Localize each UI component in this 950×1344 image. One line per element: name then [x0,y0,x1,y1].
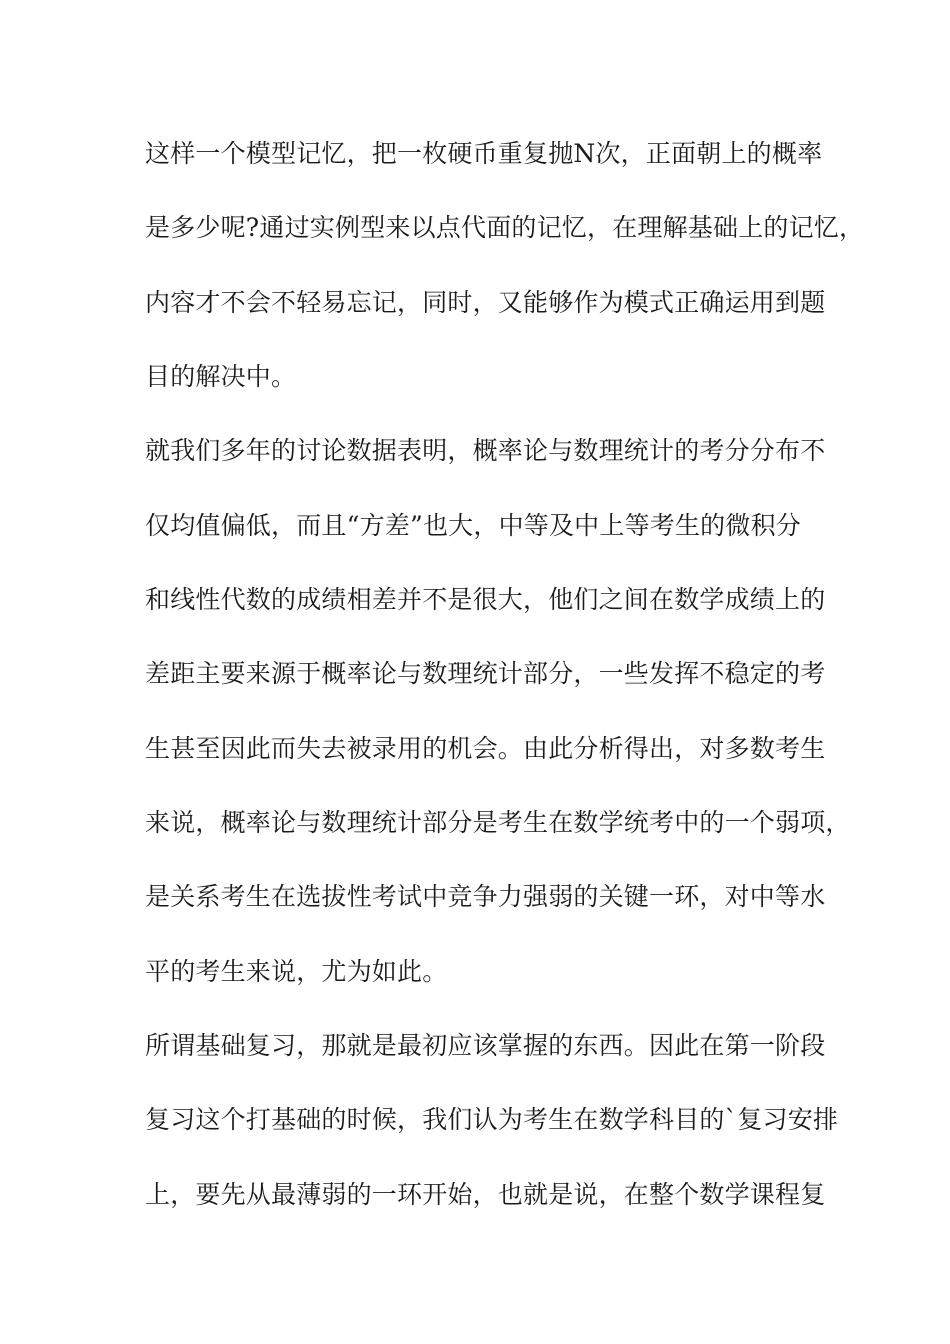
text-line: 这样一个模型记忆，把一枚硬币重复抛N次，正面朝上的概率 [145,139,823,168]
text-line: 和线性代数的成绩相差并不是很大，他们之间在数学成绩上的 [145,585,826,614]
text-line: 差距主要来源于概率论与数理统计部分，一些发挥不稳定的考 [145,659,826,688]
text-line: 就我们多年的讨论数据表明，概率论与数理统计的考分分布不 [145,436,826,465]
text-line: 是多少呢?通过实例型来以点代面的记忆，在理解基础上的记忆， [145,213,865,242]
text-line: 是关系考生在选拔性考试中竞争力强弱的关键一环，对中等水 [145,882,826,911]
text-line: 仅均值偏低，而且“方差”也大，中等及中上等考生的微积分 [145,511,801,540]
text-line: 所谓基础复习，那就是最初应该掌握的东西。因此在第一阶段 [145,1031,826,1060]
text-line: 目的解决中。 [145,362,297,391]
text-line: 平的考生来说，尤为如此。 [145,957,448,986]
text-line: 内容才不会不轻易忘记，同时，又能够作为模式正确运用到题 [145,288,826,317]
text-line: 来说，概率论与数理统计部分是考生在数学统考中的一个弱项， [145,808,851,837]
text-line: 复习这个打基础的时候，我们认为考生在数学科目的`复习安排 [145,1105,839,1134]
text-line: 生甚至因此而失去被录用的机会。由此分析得出，对多数考生 [145,734,826,763]
text-line: 上，要先从最薄弱的一环开始，也就是说，在整个数学课程复 [145,1180,826,1209]
